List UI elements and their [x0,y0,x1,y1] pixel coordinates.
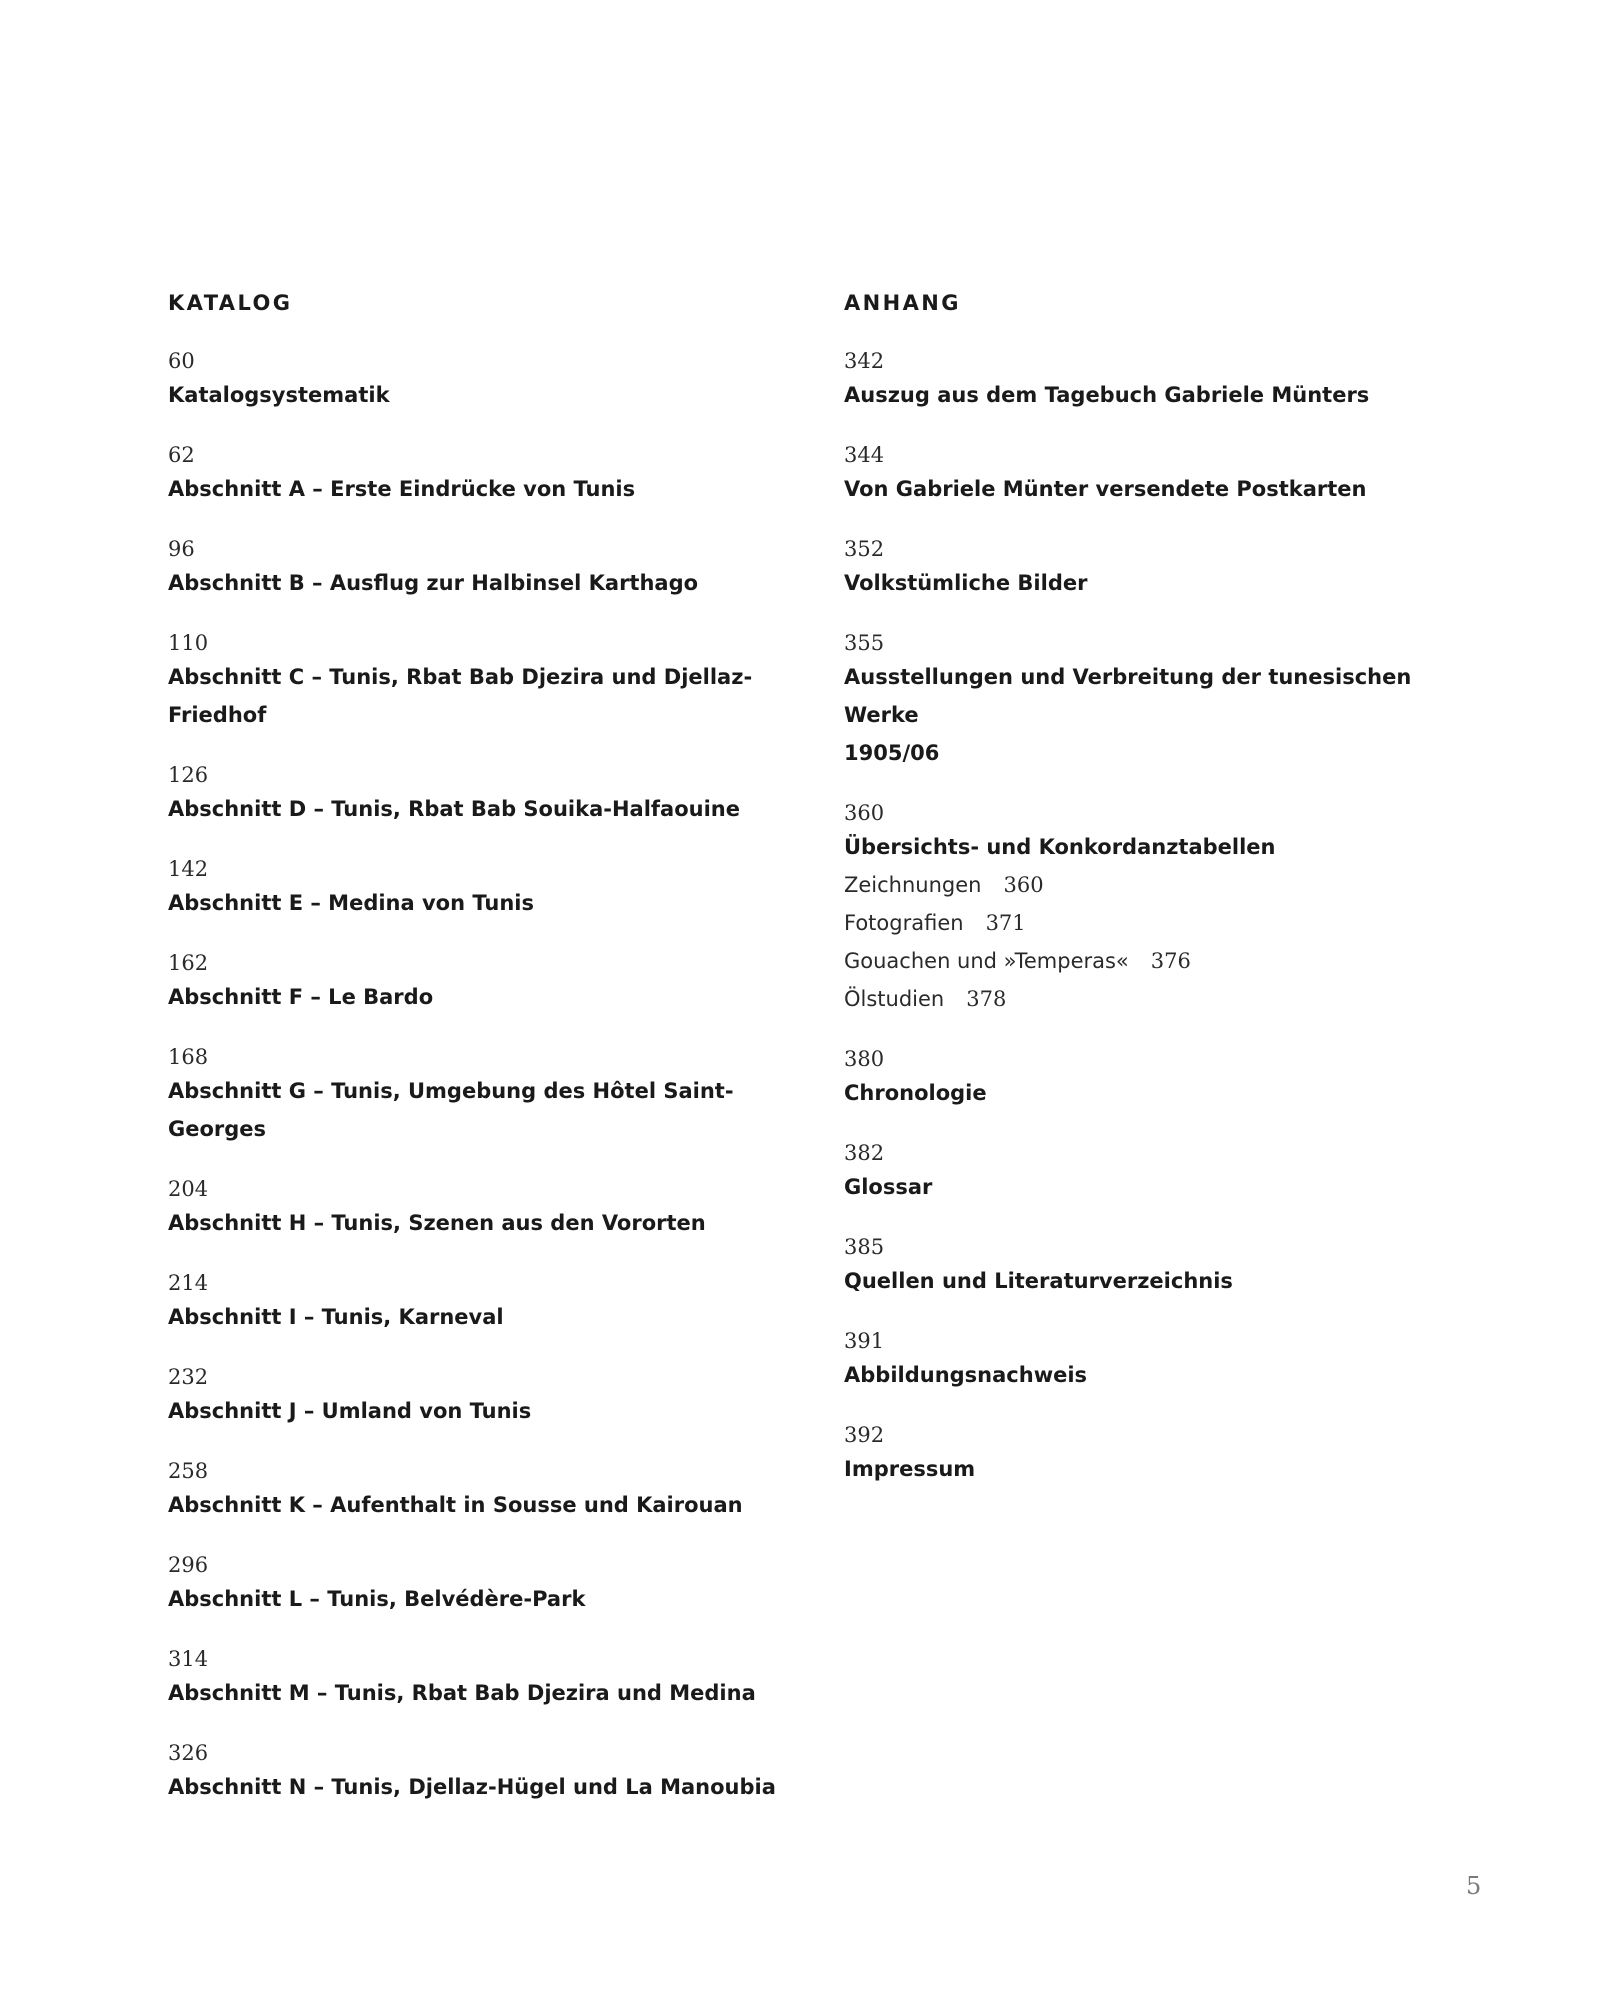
toc-entry[interactable] [844,628,1464,772]
entry-title: Quellen und Literaturverzeichnis [844,1269,1233,1293]
entry-page: 355 [844,631,885,655]
toc-entry[interactable] [168,760,808,828]
toc-entry[interactable] [844,1326,1464,1394]
entry-page: 162 [168,951,209,975]
entry-page: 326 [168,1741,209,1765]
entry-page: 392 [844,1423,885,1447]
entry-title: Abschnitt J – Umland von Tunis [168,1399,532,1423]
entry-page: 110 [168,631,209,655]
entry-title: Volkstümliche Bilder [844,571,1088,595]
toc-entry[interactable] [168,1550,808,1618]
anhang-column [844,288,1464,1514]
entry-title: Glossar [844,1175,933,1199]
sub-entry-page: 378 [966,987,1007,1011]
entry-page: 352 [844,537,885,561]
entry-title: Von Gabriele Münter versendete Postkarten [844,477,1367,501]
entry-page: 296 [168,1553,209,1577]
entry-page: 258 [168,1459,209,1483]
entry-title: Abschnitt B – Ausflug zur Halbinsel Karthago [168,571,699,595]
toc-entry[interactable] [168,1268,808,1336]
page-number: 5 [1466,1872,1482,1900]
toc-entry[interactable] [168,1456,808,1524]
entry-title: Abschnitt F – Le Bardo [168,985,434,1009]
entry-page: 314 [168,1647,209,1671]
toc-entry[interactable] [844,346,1464,414]
toc-entry[interactable] [844,534,1464,602]
entry-title: Abschnitt C – Tunis, Rbat Bab Djezira und Djellaz-Friedhof [168,665,753,727]
toc-entry[interactable] [844,1138,1464,1206]
anhang-heading: ANHANG [844,291,961,315]
entry-page: 382 [844,1141,885,1165]
toc-entry[interactable] [844,798,1464,1018]
entry-title: Auszug aus dem Tagebuch Gabriele Münters [844,383,1370,407]
sub-entry[interactable] [844,942,1464,980]
sub-entry-label: Zeichnungen [844,873,982,897]
toc-entry[interactable] [844,440,1464,508]
toc-entry[interactable] [844,1420,1464,1488]
entry-page: 380 [844,1047,885,1071]
entry-page: 204 [168,1177,209,1201]
entry-title: Katalogsystematik [168,383,390,407]
entry-title: Abschnitt M – Tunis, Rbat Bab Djezira und Medina [168,1681,756,1705]
entry-page: 385 [844,1235,885,1259]
entry-page: 126 [168,763,209,787]
entry-title: Übersichts- und Konkordanztabellen [844,835,1276,859]
toc-entry[interactable] [168,1362,808,1430]
entry-title: Abschnitt E – Medina von Tunis [168,891,534,915]
entry-page: 142 [168,857,209,881]
toc-entry[interactable] [168,534,808,602]
toc-entry[interactable] [168,1174,808,1242]
entry-title: Abschnitt I – Tunis, Karneval [168,1305,504,1329]
entry-title: Abbildungsnachweis [844,1363,1088,1387]
sub-entry[interactable] [844,866,1464,904]
sub-entry-label: Gouachen und »Temperas« [844,949,1129,973]
sub-entry[interactable] [844,980,1464,1018]
entry-title-continued: 1905/06 [844,741,940,765]
entry-page: 232 [168,1365,209,1389]
toc-entry[interactable] [844,1232,1464,1300]
toc-entry[interactable] [168,854,808,922]
katalog-column [168,288,808,1832]
entry-title: Impressum [844,1457,976,1481]
entry-title: Abschnitt A – Erste Eindrücke von Tunis [168,477,636,501]
entry-page: 96 [168,537,195,561]
sub-entry-page: 371 [985,911,1026,935]
sub-entry-page: 376 [1150,949,1191,973]
entry-title: Abschnitt G – Tunis, Umgebung des Hôtel Saint-Georges [168,1079,734,1141]
entry-title: Abschnitt D – Tunis, Rbat Bab Souika-Halfaouine [168,797,740,821]
entry-title: Ausstellungen und Verbreitung der tunesischen Werke [844,665,1412,727]
entry-title: Chronologie [844,1081,987,1105]
toc-entry[interactable] [168,948,808,1016]
entry-title: Abschnitt H – Tunis, Szenen aus den Vororten [168,1211,706,1235]
sub-entry-page: 360 [1003,873,1044,897]
toc-entry[interactable] [844,1044,1464,1112]
sub-entry-label: Fotografien [844,911,964,935]
entry-page: 344 [844,443,885,467]
entry-page: 214 [168,1271,209,1295]
sub-entry-label: Ölstudien [844,987,945,1011]
entry-page: 60 [168,349,195,373]
entry-page: 391 [844,1329,885,1353]
entry-title: Abschnitt K – Aufenthalt in Sousse und Kairouan [168,1493,743,1517]
entry-page: 360 [844,801,885,825]
toc-entry[interactable] [168,346,808,414]
entry-title: Abschnitt N – Tunis, Djellaz-Hügel und La Manoubia [168,1775,776,1799]
toc-entry[interactable] [168,628,808,734]
entry-page: 168 [168,1045,209,1069]
katalog-heading: KATALOG [168,291,293,315]
toc-entry[interactable] [168,1738,808,1806]
toc-entry[interactable] [168,1042,808,1148]
entry-page: 342 [844,349,885,373]
toc-entry[interactable] [168,440,808,508]
entry-title: Abschnitt L – Tunis, Belvédère-Park [168,1587,586,1611]
sub-entry[interactable] [844,904,1464,942]
entry-page: 62 [168,443,195,467]
toc-entry[interactable] [168,1644,808,1712]
